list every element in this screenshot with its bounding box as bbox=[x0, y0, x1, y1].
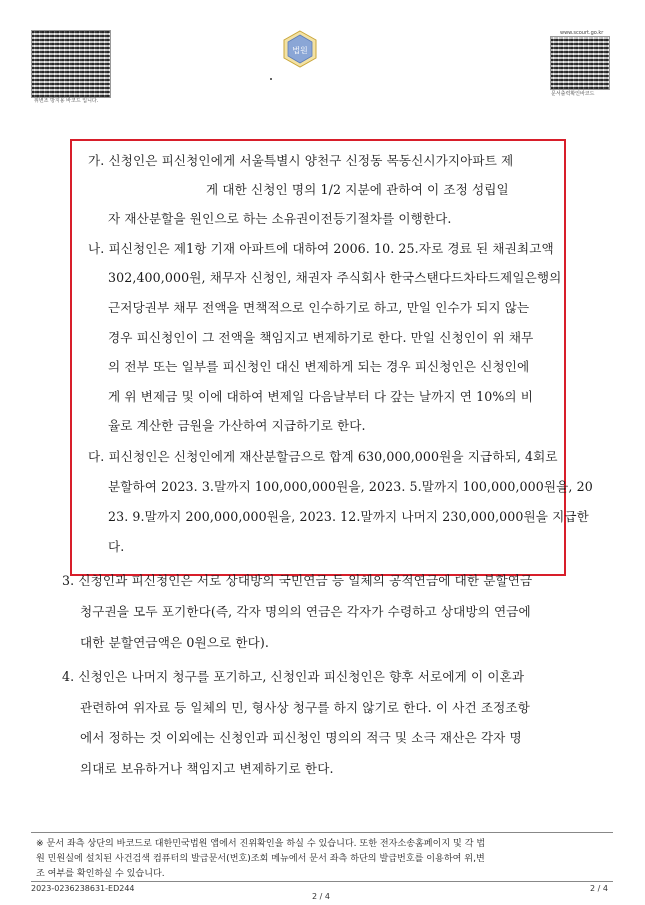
body-line: 다. bbox=[108, 539, 125, 554]
left-barcode-caption: 위변조 방지용 바코드 입니다. bbox=[34, 98, 99, 104]
page-number-right: 2 / 4 bbox=[590, 884, 608, 893]
seal-text: 법원 bbox=[292, 46, 308, 55]
court-seal-icon bbox=[283, 30, 317, 68]
body-line: 관련하여 위자료 등 일체의 민, 형사상 청구를 하지 않기로 한다. 이 사건 조정조항 bbox=[80, 700, 530, 715]
body-line: 분할하여 2023. 3.말까지 100,000,000원을, 2023. 5.말까지 100,000,000원을, 20 bbox=[108, 479, 593, 494]
body-line: 자 재산분할을 원인으로 하는 소유권이전등기절차를 이행한다. bbox=[108, 211, 452, 226]
body-line: 3. 신청인과 피신청인은 서로 상대방의 국민연금 등 일체의 공적연금에 대한 분할연금 bbox=[62, 573, 533, 588]
body-line: 23. 9.말까지 200,000,000원을, 2023. 12.말까지 나머지 230,000,000원을 지급한 bbox=[108, 509, 589, 524]
right-barcode-url: www.scourt.go.kr bbox=[560, 30, 604, 36]
body-line: 4. 신청인은 나머지 청구를 포기하고, 신청인과 피신청인은 향후 서로에게 이 이혼과 bbox=[62, 669, 525, 684]
body-line: 다. 피신청인은 신청인에게 재산분할금으로 합계 630,000,000원을 지급하되, 4회로 bbox=[88, 449, 558, 464]
body-line: 율로 계산한 금원을 가산하여 지급하기로 한다. bbox=[108, 418, 366, 433]
body-line: 경우 피신청인이 그 전액을 책임지고 변제하기로 한다. 만일 신청인이 위 채무 bbox=[108, 330, 534, 345]
right-barcode-icon bbox=[550, 36, 610, 90]
body-line: 근저당권부 채무 전액을 면책적으로 인수하기로 하고, 만일 인수가 되지 않는 bbox=[108, 300, 530, 315]
footer-note-line: 조 여부를 확인하실 수 있습니다. bbox=[36, 869, 165, 879]
footer-note-line: 원 민원실에 설치된 사건검색 컴퓨터의 발급문서(번호)조회 메뉴에서 문서 좌측 하단의 발급번호를 이용하여 위,변 bbox=[36, 854, 485, 864]
left-barcode-icon bbox=[31, 30, 111, 98]
body-line: 게 대한 신청인 명의 1/2 지분에 관하여 이 조정 성립일 bbox=[206, 182, 509, 197]
footer-note-line: ※ 문서 좌측 상단의 바코드로 대한민국법원 앱에서 진위확인을 하실 수 있습니다. 또한 전자소송홈페이지 및 각 법 bbox=[36, 839, 486, 849]
body-line: 의대로 보유하거나 책임지고 변제하기로 한다. bbox=[80, 761, 334, 776]
body-line: 가. 신청인은 피신청인에게 서울특별시 양천구 신정동 목동신시가지아파트 제 bbox=[88, 153, 514, 168]
body-line: 나. 피신청인은 제1항 기재 아파트에 대하여 2006. 10. 25.자로 경료 된 채권최고액 bbox=[88, 241, 554, 256]
body-line: 대한 분할연금액은 0원으로 한다). bbox=[80, 635, 269, 650]
body-line: 게 위 변제금 및 이에 대하여 변제일 다음날부터 다 갚는 날까지 연 10%의 비 bbox=[108, 389, 534, 404]
body-line: 청구권을 모두 포기한다(즉, 각자 명의의 연금은 각자가 수령하고 상대방의 연금에 bbox=[80, 604, 531, 619]
print-dot bbox=[270, 78, 272, 80]
body-line: 에서 정하는 것 이외에는 신청인과 피신청인 명의의 적극 및 소극 재산은 각자 명 bbox=[80, 730, 522, 745]
page-number-center: 2 / 4 bbox=[312, 892, 330, 901]
right-barcode-caption: 문서출력확인바코드 bbox=[551, 91, 595, 97]
body-line: 의 전부 또는 일부를 피신청인 대신 변제하게 되는 경우 피신청인은 신청인에 bbox=[108, 359, 530, 374]
body-line: 302,400,000원, 채무자 신청인, 채권자 주식회사 한국스탠다드차타드제일은행의 bbox=[108, 270, 562, 285]
issue-number: 2023-0236238631-ED244 bbox=[31, 884, 135, 893]
